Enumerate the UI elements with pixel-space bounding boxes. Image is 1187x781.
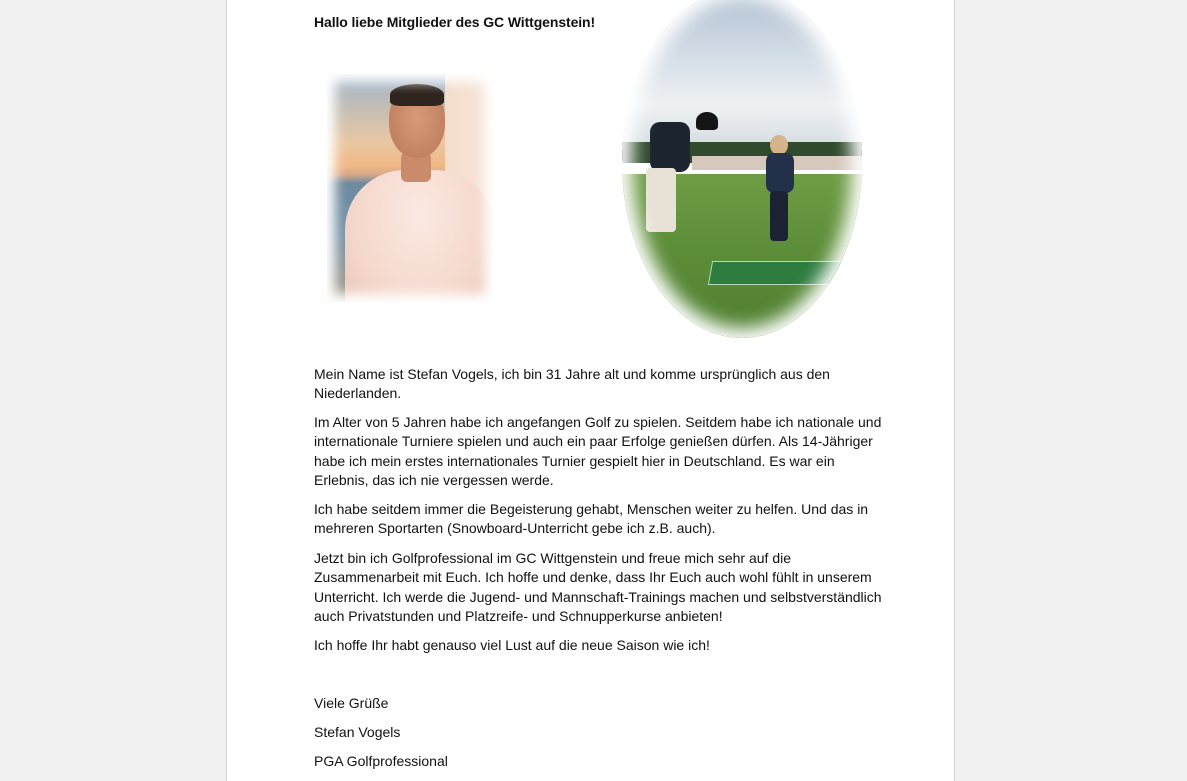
golf-lesson-photo	[622, 0, 862, 338]
signature-name: Stefan Vogels	[314, 724, 401, 740]
paragraph-intro: Mein Name ist Stefan Vogels, ich bin 31 Jahre alt und komme ursprünglich aus den Niederlanden.	[314, 366, 830, 402]
paragraph-season: Ich hoffe Ihr habt genauso viel Lust auf die neue Saison wie ich!	[314, 637, 710, 653]
greeting-heading: Hallo liebe Mitglieder des GC Wittgenstein!	[314, 14, 596, 30]
paragraph-enthusiasm: Ich habe seitdem immer die Begeisterung gehabt, Menschen weiter zu helfen. Und das in mehreren Sportarten (Snowboard-Unterricht gebe ich z.B. auch).	[314, 501, 869, 537]
portrait-photo	[327, 74, 493, 302]
document-page	[226, 0, 955, 781]
signature-title: PGA Golfprofessional	[314, 753, 448, 769]
paragraph-golf-history: Im Alter von 5 Jahren habe ich angefangen Golf zu spielen. Seitdem habe ich nationale und internationale Turniere spielen und auch ein paar Erfolge genießen dürfen. Als 14-Jähriger habe ich mein erstes internationales Turnier gespielt hier in Deutschland. Es war ein Erlebnis, das ich nie vergessen werde.	[314, 414, 882, 488]
closing-salutation: Viele Grüße	[314, 695, 389, 711]
paragraph-current-role: Jetzt bin ich Golfprofessional im GC Wittgenstein und freue mich sehr auf die Zusammenarbeit mit Euch. Ich hoffe und denke, dass Ihr Euch auch wohl fühlt in unserem Unterricht. Ich werde die Jugend- und Mannschaft-Trainings machen und selbstverständlich auch Privatstunden und Platzreife- und Schnupperkurse anbieten!	[314, 550, 882, 624]
